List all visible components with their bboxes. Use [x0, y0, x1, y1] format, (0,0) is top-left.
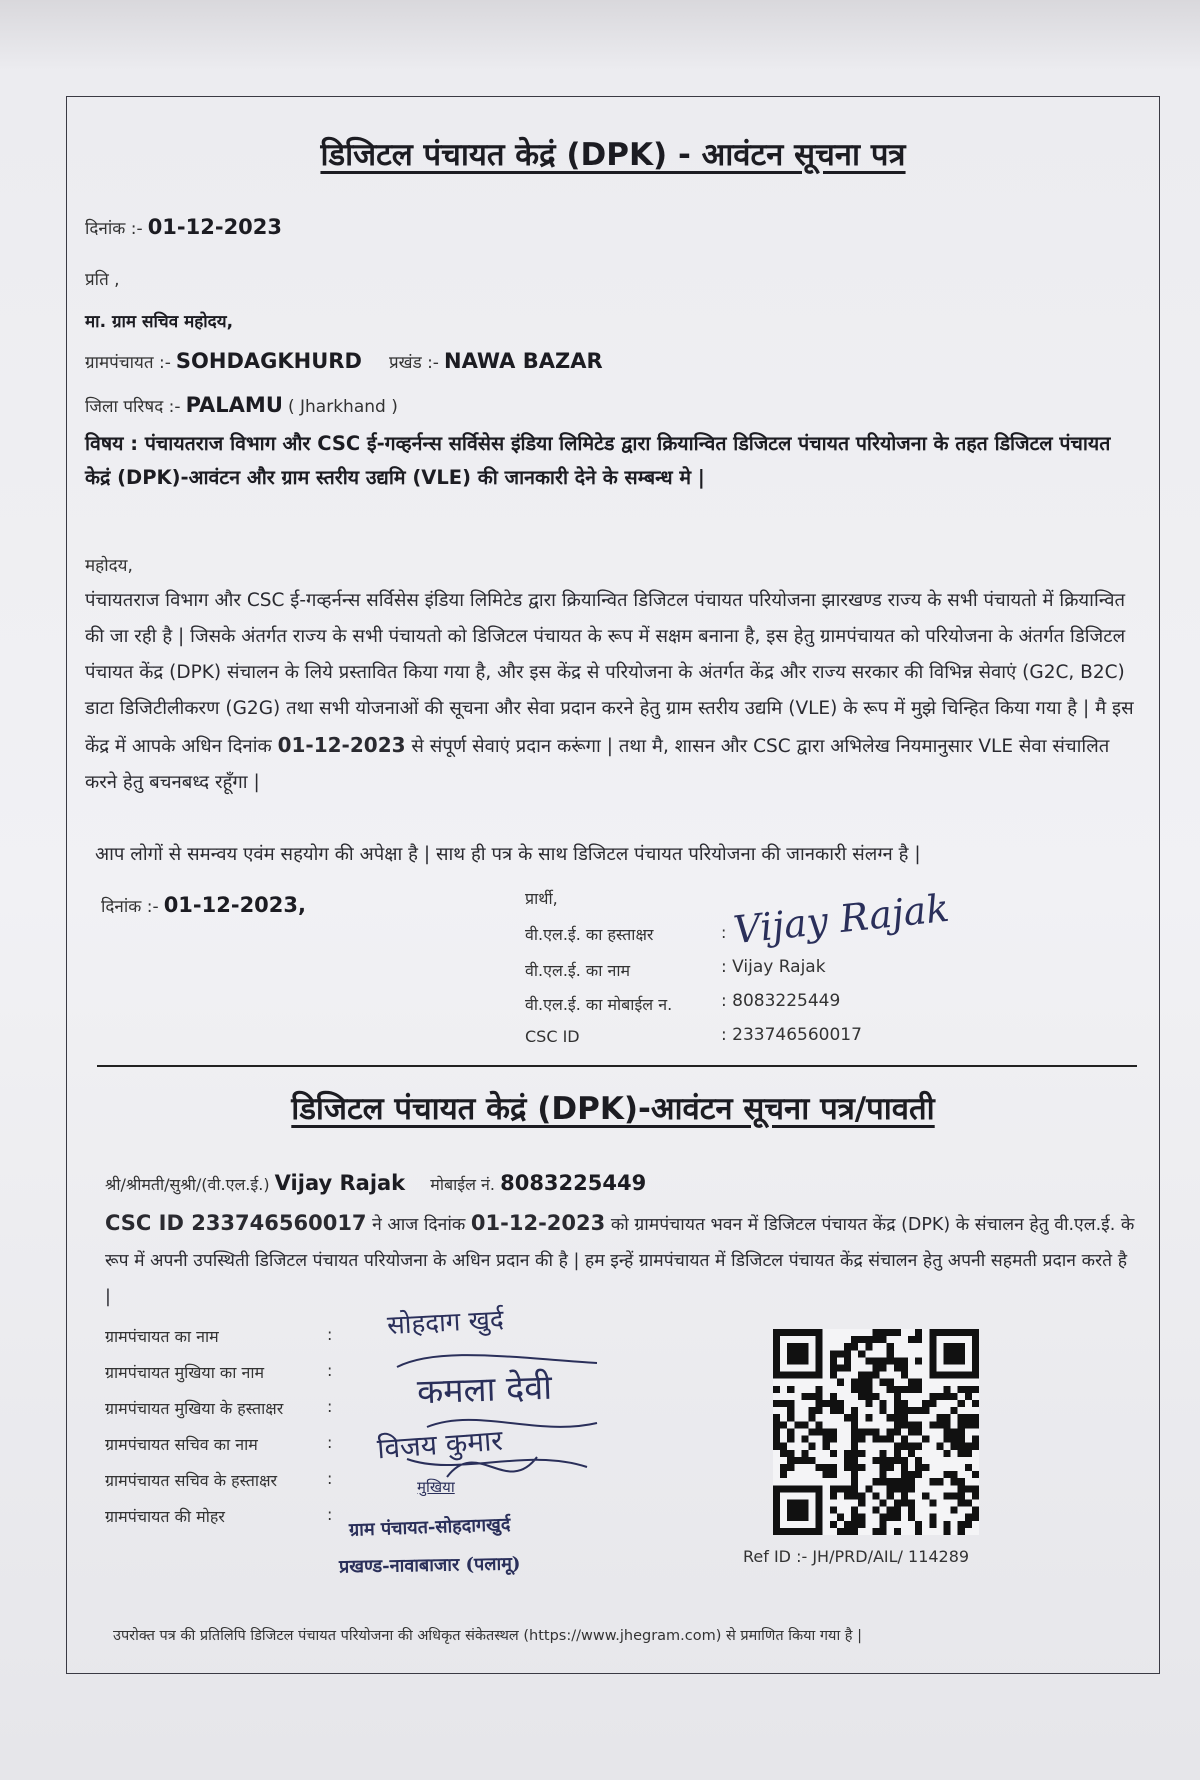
body-part2: से संपूर्ण सेवाएं प्रदान करूंगा | तथा मै, शासन और CSC द्वारा अभिलेख नियमानुसार VLE सेवा संचालित करने हेतु बचनबध्द रहूँगा | — [85, 736, 1110, 793]
field-gp-name-colon: : — [327, 1325, 333, 1344]
sign-date-label: दिनांक :- — [101, 897, 159, 917]
handwritten-mukhiya-name: कमला देवी — [416, 1367, 553, 1413]
section-divider — [97, 1065, 1137, 1067]
field-sachiv-sign-colon: : — [327, 1469, 333, 1488]
body-date: 01-12-2023 — [277, 733, 406, 757]
csc-id-value: : 233746560017 — [721, 1025, 862, 1045]
salutation: महोदय, — [85, 556, 133, 576]
receipt-mobile-label: मोबाईल नं. — [430, 1175, 495, 1194]
handwritten-strokes — [367, 1327, 607, 1507]
document-title: डिजिटल पंचायत केद्रं (DPK) - आवंटन सूचना पत्र — [320, 137, 906, 173]
body-part1: पंचायतराज विभाग और CSC ई-गव्हर्नन्स सर्विसेस इंडिया लिमिटेड द्वारा क्रियान्वित डिजिटल पंचायत परियोजना झारखण्ड राज्य के सभी पंचायतो में क्रियान्वित की जा रही है | जिसके अंतर्गत राज्य के सभी पंचायतो को डिजिटल पंचायत के रूप में सक्षम बनाना है, इस हेतु ग्रामपंचायत को परियोजना के अंतर्गत डिजिटल पंचायत केंद्र (DPK) संचालन के लिये प्रस्तावित किया गया है, और इस केंद्र से परियोजना के अंतर्गत केंद्र और राज्य सरकार की विभिन्न सेवाएं (G2C, B2C) डाटा डिजिटीलीकरण (G2G) तथा सभी योजनाओं की सूचना और सेवा प्रदान करने हेतु ग्राम स्तरीय उद्यमि (VLE) के रूप में मुझे चिन्हित किया गया है | मै इस केंद्र में आपके अधिन दिनांक — [85, 590, 1134, 757]
field-sachiv-sign-label: ग्रामपंचायत सचिव के हस्ताक्षर — [105, 1471, 278, 1490]
sign-date-value: 01-12-2023, — [163, 893, 306, 917]
sign-date-line — [101, 893, 306, 917]
handwritten-gp-name: सोहदाग खुर्द — [386, 1304, 505, 1342]
receipt-text-part2: को ग्रामपंचायत भवन में डिजिटल पंचायत केंद्र (DPK) के संचालन हेतु वी.एल.ई. के रूप में अपनी उपस्थिती डिजिटल पंचायत परियोजना के अधिन प्रदान की है | हम इन्हें ग्रामपंचायत में डिजिटल पंचायत केंद्र संचालन हेतु अपनी सहमती प्रदान करते है | — [105, 1215, 1135, 1307]
footer-note: उपरोक्त पत्र की प्रतिलिपि डिजिटल पंचायत परियोजना की अधिकृत संकेतस्थल (https://www.jhegram.com) से प्रमाणित किया गया है | — [113, 1628, 863, 1644]
stamp-mukhiya: मुखिया — [417, 1478, 455, 1496]
receipt-name: Vijay Rajak — [274, 1171, 406, 1195]
prakhand-value: NAWA BAZAR — [444, 349, 603, 373]
field-seal-colon: : — [327, 1505, 333, 1524]
qr-code — [773, 1329, 979, 1535]
vle-name-value: : Vijay Rajak — [721, 957, 826, 977]
handwritten-sachiv-name: विजय कुमार — [376, 1423, 504, 1466]
vle-sign-label: वी.एल.ई. का हस्ताक्षर — [525, 925, 654, 944]
document-sheet — [66, 96, 1160, 1674]
receipt-title: डिजिटल पंचायत केद्रं (DPK)-आवंटन सूचना पत्र/पावती — [291, 1091, 935, 1127]
closing-text: आप लोगों से समन्वय एवंम सहयोग की अपेक्षा है | साथ ही पत्र के साथ डिजिटल पंचायत परियोजना की जानकारी संलग्न है | — [95, 844, 921, 865]
field-sachiv-name-label: ग्रामपंचायत सचिव का नाम — [105, 1435, 258, 1454]
field-mukhiya-sign-colon: : — [327, 1397, 333, 1416]
zila-label: जिला परिषद :- — [85, 397, 181, 417]
gram-panchayat-label: ग्रामपंचायत :- — [85, 353, 171, 373]
receipt-csc-id: CSC ID 233746560017 — [105, 1211, 367, 1235]
zila-line — [85, 393, 398, 417]
date-label: दिनांक :- — [85, 219, 143, 239]
state-value: ( Jharkhand ) — [287, 397, 398, 417]
addressee: मा. ग्राम सचिव महोदय, — [85, 312, 234, 332]
field-mukhiya-sign-label: ग्रामपंचायत मुखिया के हस्ताक्षर — [105, 1399, 284, 1418]
csc-id-label: CSC ID — [525, 1027, 580, 1046]
receipt-mobile: 8083225449 — [500, 1171, 647, 1195]
zila-value: PALAMU — [185, 393, 283, 417]
receipt-text-part1: ने आज दिनांक — [372, 1215, 466, 1235]
honorific: श्री/श्रीमती/सुश्री/(वी.एल.ई.) — [105, 1175, 270, 1194]
stamp-line-1: ग्राम पंचायत-सोहदागखुर्द — [348, 1514, 511, 1541]
vle-mobile-label: वी.एल.ई. का मोबाईल न. — [525, 995, 673, 1014]
subject-text: विषय : पंचायतराज विभाग और CSC ई-गव्हर्नन्स सर्विसेस इंडिया लिमिटेड द्वारा क्रियान्वित डिजिटल पंचायत परियोजना के तहत डिजिटल पंचायत केद्रं (DPK)-आवंटन और ग्राम स्तरीय उद्यमि (VLE) की जानकारी देने के सम्बन्ध मे | — [85, 432, 1111, 489]
prati: प्रति , — [85, 270, 120, 290]
date-line — [85, 215, 282, 239]
gram-panchayat-value: SOHDAGKHURD — [175, 349, 362, 373]
receipt-name-line — [105, 1171, 646, 1195]
field-gp-name-label: ग्रामपंचायत का नाम — [105, 1327, 219, 1346]
prakhand-label: प्रखंड :- — [389, 353, 439, 373]
prarthi: प्रार्थी, — [525, 889, 558, 908]
panchayat-line — [85, 349, 603, 373]
vle-name-label: वी.एल.ई. का नाम — [525, 961, 631, 980]
receipt-text — [105, 1205, 1135, 1315]
field-mukhiya-name-label: ग्रामपंचायत मुखिया का नाम — [105, 1363, 265, 1382]
vle-signature: Vijay Rajak — [731, 885, 952, 953]
receipt-date: 01-12-2023 — [470, 1211, 606, 1235]
ref-id: Ref ID :- JH/PRD/AIL/ 114289 — [743, 1547, 970, 1566]
stamp-line-2: प्रखण्ड-नावाबाजार (पलामू) — [338, 1553, 521, 1578]
field-mukhiya-name-colon: : — [327, 1361, 333, 1380]
letter-body — [85, 583, 1135, 801]
field-sachiv-name-colon: : — [327, 1433, 333, 1452]
vle-mobile-value: : 8083225449 — [721, 991, 841, 1011]
vle-sign-colon: : — [721, 923, 727, 942]
field-seal-label: ग्रामपंचायत की मोहर — [105, 1507, 225, 1526]
date-value: 01-12-2023 — [147, 215, 283, 239]
